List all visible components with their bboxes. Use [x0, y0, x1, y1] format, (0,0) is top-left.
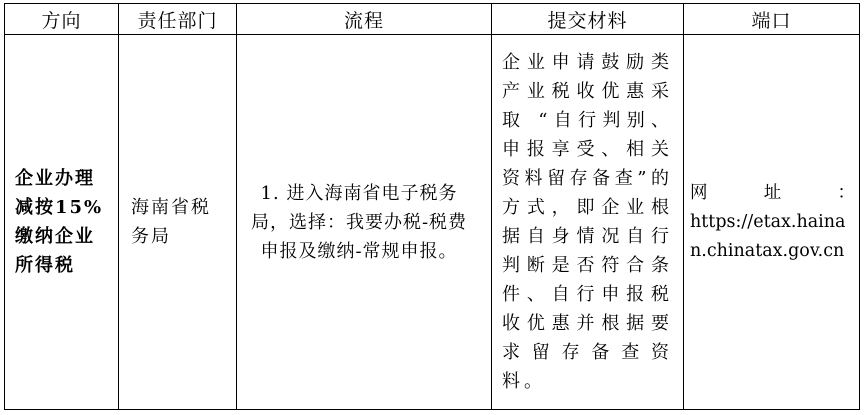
cell-department: 海南省税务局: [119, 35, 237, 410]
cell-direction: 企业办理减按15%缴纳企业所得税: [5, 35, 119, 410]
table-header-row: [5, 4, 860, 35]
cell-materials: 企业申请鼓励类产业税收优惠采取 “自行判别、申报享受、相关资料留存备查”的方式，即企业根据自身情况自行判断是否符合条件、自行申报税收优惠并根据要求留存备查资料。: [492, 35, 684, 410]
portal-label: 网址：: [690, 182, 857, 203]
table-row: [5, 35, 860, 410]
header-materials: 提交材料: [492, 4, 684, 35]
cell-process: 1. 进入海南省电子税务局，选择：我要办税-税费申报及缴纳-常规申报。: [237, 35, 492, 410]
cell-portal: [684, 35, 860, 410]
header-process: 流程: [237, 4, 492, 35]
header-direction: 方向: [5, 4, 119, 35]
header-department: 责任部门: [119, 4, 237, 35]
portal-url-link[interactable]: https://etax.hainan.chinatax.gov.cn: [690, 211, 846, 261]
tax-procedure-table: [4, 3, 860, 410]
header-portal: 端口: [684, 4, 860, 35]
